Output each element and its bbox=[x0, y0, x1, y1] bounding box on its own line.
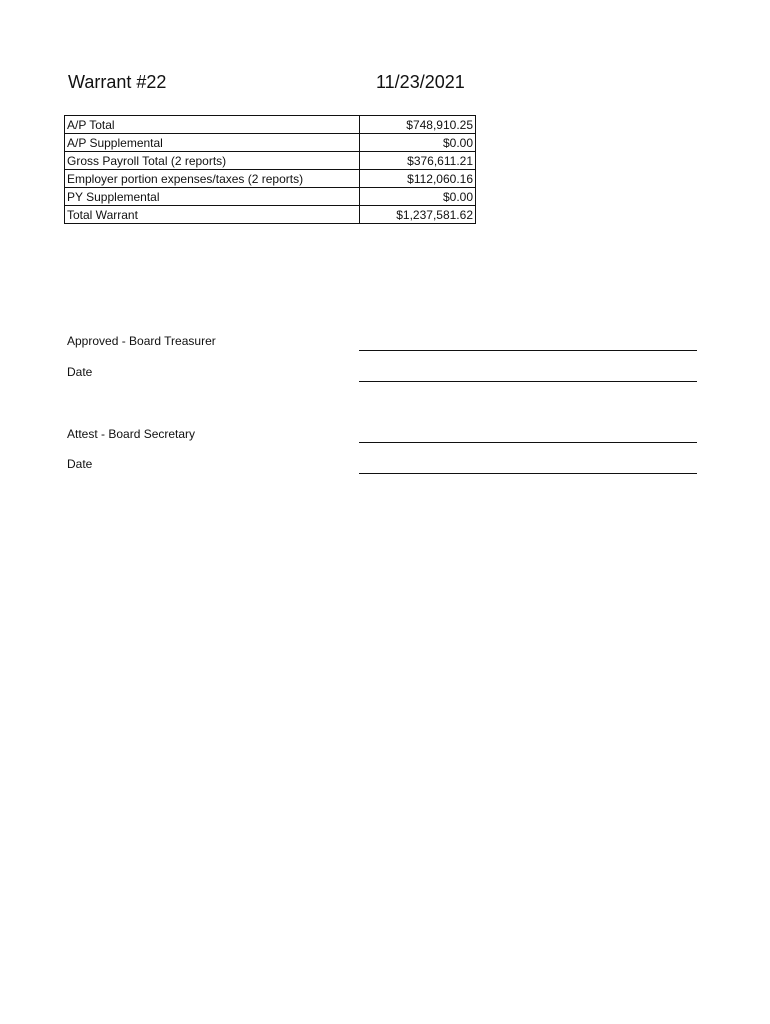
warrant-title: Warrant #22 bbox=[68, 72, 167, 92]
attest-secretary-label: Attest - Board Secretary bbox=[67, 427, 196, 441]
secretary-date-line[interactable] bbox=[359, 473, 697, 474]
approved-treasurer-label: Approved - Board Treasurer bbox=[67, 334, 216, 348]
table-row-total bbox=[65, 206, 476, 224]
table-row bbox=[65, 188, 476, 206]
table-row bbox=[65, 134, 476, 152]
row-amount: $0.00 bbox=[360, 134, 476, 152]
row-label: A/P Supplemental bbox=[65, 134, 360, 152]
secretary-signature-line[interactable] bbox=[359, 442, 697, 443]
row-label: Total Warrant bbox=[65, 206, 360, 224]
row-label: PY Supplemental bbox=[65, 188, 360, 206]
table-row bbox=[65, 116, 476, 134]
row-amount: $376,611.21 bbox=[360, 152, 476, 170]
row-amount: $748,910.25 bbox=[360, 116, 476, 134]
treasurer-signature-line[interactable] bbox=[359, 350, 697, 351]
row-amount: $0.00 bbox=[360, 188, 476, 206]
row-label: A/P Total bbox=[65, 116, 360, 134]
row-amount: $1,237,581.62 bbox=[360, 206, 476, 224]
row-label: Employer portion expenses/taxes (2 reports) bbox=[65, 170, 360, 188]
row-label: Gross Payroll Total (2 reports) bbox=[65, 152, 360, 170]
attest-date-label: Date bbox=[67, 457, 93, 471]
row-amount: $112,060.16 bbox=[360, 170, 476, 188]
approved-date-label: Date bbox=[67, 365, 93, 379]
treasurer-date-line[interactable] bbox=[359, 381, 697, 382]
table-row bbox=[65, 170, 476, 188]
table-row bbox=[65, 152, 476, 170]
warrant-summary-table bbox=[64, 115, 476, 224]
warrant-date: 11/23/2021 bbox=[376, 72, 465, 92]
